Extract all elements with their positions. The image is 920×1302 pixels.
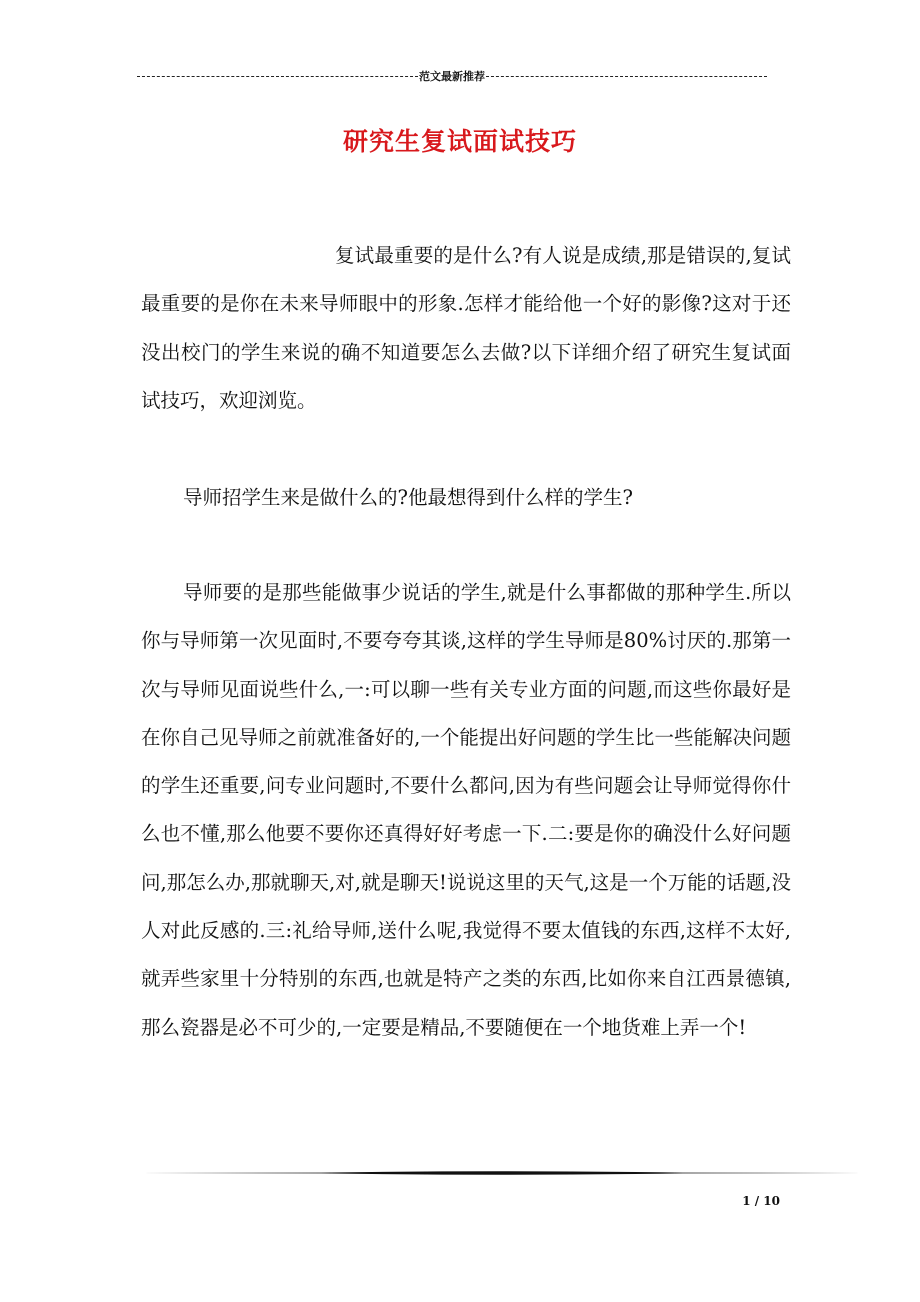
paragraph-body: 导师要的是那些能做事少说话的学生,就是什么事都做的那种学生.所以你与导师第一次见面时,不要夸夸其谈,这样的学生导师是80%讨厌的.那第一次与导师见面说些什么,一:可以聊一些有关专业方面的问题,而这些你最好是在你自己见导师之前就准备好的,一个能提出好问题的学生比一些能解决问题的学生还重要,问专业问题时,不要什么都问,因为有些问题会让导师觉得你什么也不懂,那么他要不要你还真得好好考虑一下.二:要是你的确没什么好问题问,那怎么办,那就聊天,对,就是聊天!说说这里的天气,这是一个万能的话题,没人对此反感的.三:礼给导师,送什么呢,我觉得不要太值钱的东西,这样不太好,就弄些家里十分特别的东西,也就是特产之类的东西,比如你来自江西景德镇,那么瓷器是必不可少的,一定要是精品,不要随便在一个地货难上弄一个! bbox=[141, 581, 791, 1039]
page-header bbox=[137, 68, 767, 84]
header-dash-left bbox=[137, 76, 418, 77]
page-number: 1 / 10 bbox=[742, 1194, 780, 1208]
header-dash-right bbox=[486, 76, 767, 77]
paragraph-intro: 复试最重要的是什么?有人说是成绩,那是错误的,复试最重要的是你在未来导师眼中的形象.怎样才能给他一个好的影像?这对于还没出校门的学生来说的确不知道要怎么去做?以下详细介绍了研究生复试面试技巧，欢迎浏览。 bbox=[141, 244, 791, 412]
footer-rule bbox=[141, 1166, 863, 1180]
header-label: 范文最新推荐 bbox=[419, 70, 485, 83]
paragraph-question: 导师招学生来是做什么的?他最想得到什么样的学生? bbox=[183, 486, 633, 509]
document-title: 研究生复试面试技巧 bbox=[342, 127, 577, 156]
